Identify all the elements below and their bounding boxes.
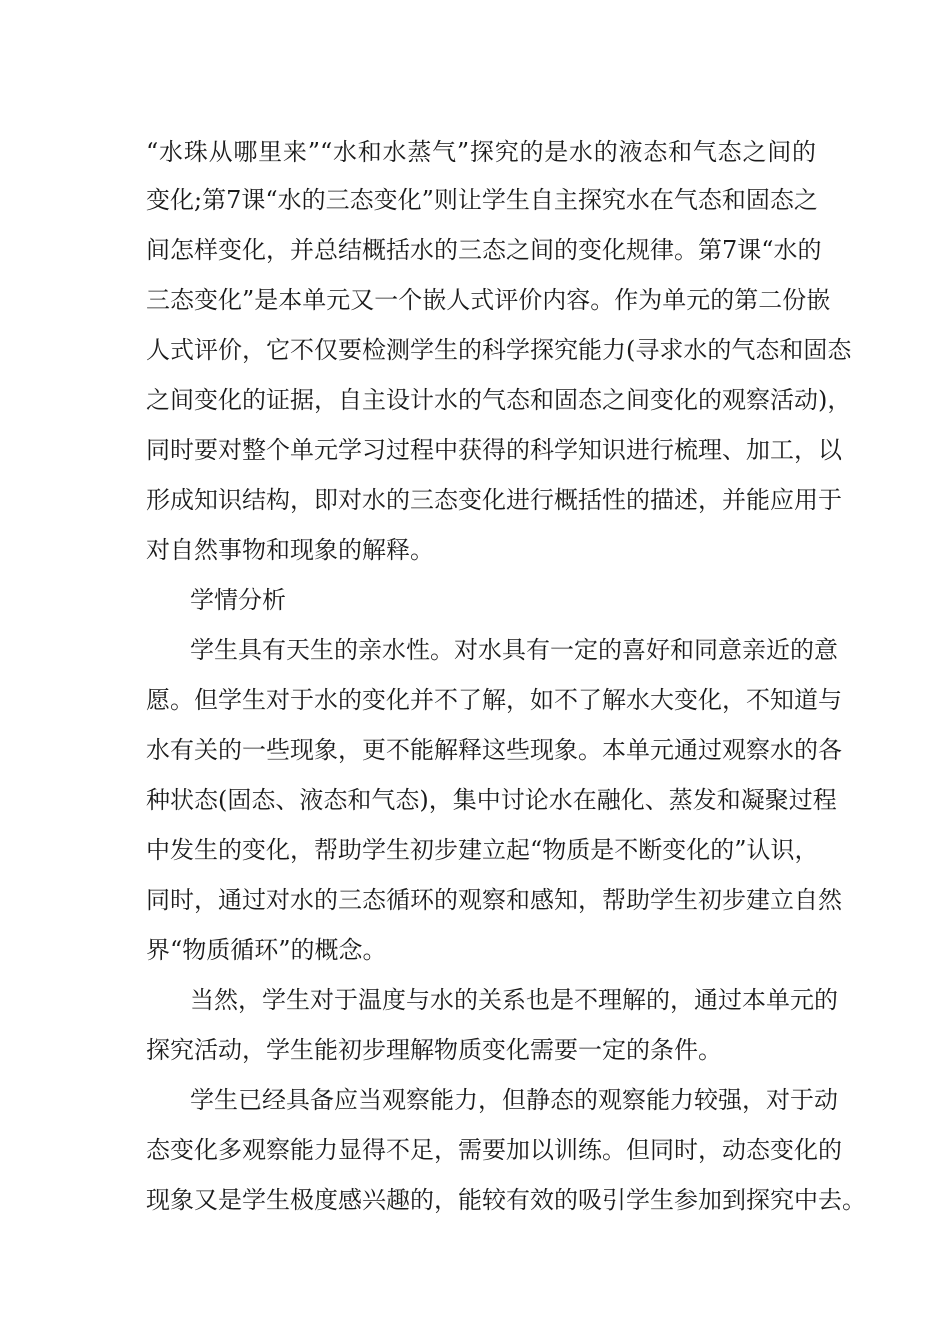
paragraph-line: 探究活动，学生能初步理解物质变化需要一定的条件。	[146, 1036, 722, 1064]
paragraph-line: 形成知识结构，即对水的三态变化进行概括性的描述，并能应用于	[146, 486, 842, 514]
paragraph-line: 人式评价，它不仅要检测学生的科学探究能力(寻求水的气态和固态	[146, 336, 852, 364]
paragraph-line: 变化;第7课“水的三态变化”则让学生自主探究水在气态和固态之	[146, 186, 818, 214]
paragraph-line: 水有关的一些现象，更不能解释这些现象。本单元通过观察水的各	[146, 736, 842, 764]
paragraph-line: 三态变化”是本单元又一个嵌人式评价内容。作为单元的第二份嵌	[146, 286, 831, 314]
paragraph-line: 界“物质循环”的概念。	[146, 936, 387, 964]
paragraph-line: 愿。但学生对于水的变化并不了解，如不了解水大变化，不知道与	[146, 686, 842, 714]
paragraph-line: 当然，学生对于温度与水的关系也是不理解的，通过本单元的	[190, 986, 838, 1014]
paragraph-line: 学生已经具备应当观察能力，但静态的观察能力较强，对于动	[190, 1086, 838, 1114]
paragraph-line: 同时，通过对水的三态循环的观察和感知，帮助学生初步建立自然	[146, 886, 842, 914]
paragraph-line: 之间变化的证据，自主设计水的气态和固态之间变化的观察活动)，	[146, 386, 852, 414]
paragraph-line: 对自然事物和现象的解释。	[146, 536, 434, 564]
paragraph-line: 学生具有天生的亲水性。对水具有一定的喜好和同意亲近的意	[190, 636, 838, 664]
paragraph-line: “水珠从哪里来”“水和水蒸气”探究的是水的液态和气态之间的	[146, 138, 816, 166]
paragraph-line: 现象又是学生极度感兴趣的，能较有效的吸引学生参加到探究中去。	[146, 1186, 866, 1214]
paragraph-line: 中发生的变化，帮助学生初步建立起“物质是不断变化的”认识，	[146, 836, 819, 864]
paragraph-line: 间怎样变化，并总结概括水的三态之间的变化规律。第7课“水的	[146, 236, 822, 264]
paragraph-line: 态变化多观察能力显得不足，需要加以训练。但同时，动态变化的	[146, 1136, 842, 1164]
section-heading: 学情分析	[190, 586, 286, 614]
paragraph-line: 种状态(固态、液态和气态)，集中讨论水在融化、蒸发和凝聚过程	[146, 786, 837, 814]
paragraph-line: 同时要对整个单元学习过程中获得的科学知识进行梳理、加工，以	[146, 436, 842, 464]
